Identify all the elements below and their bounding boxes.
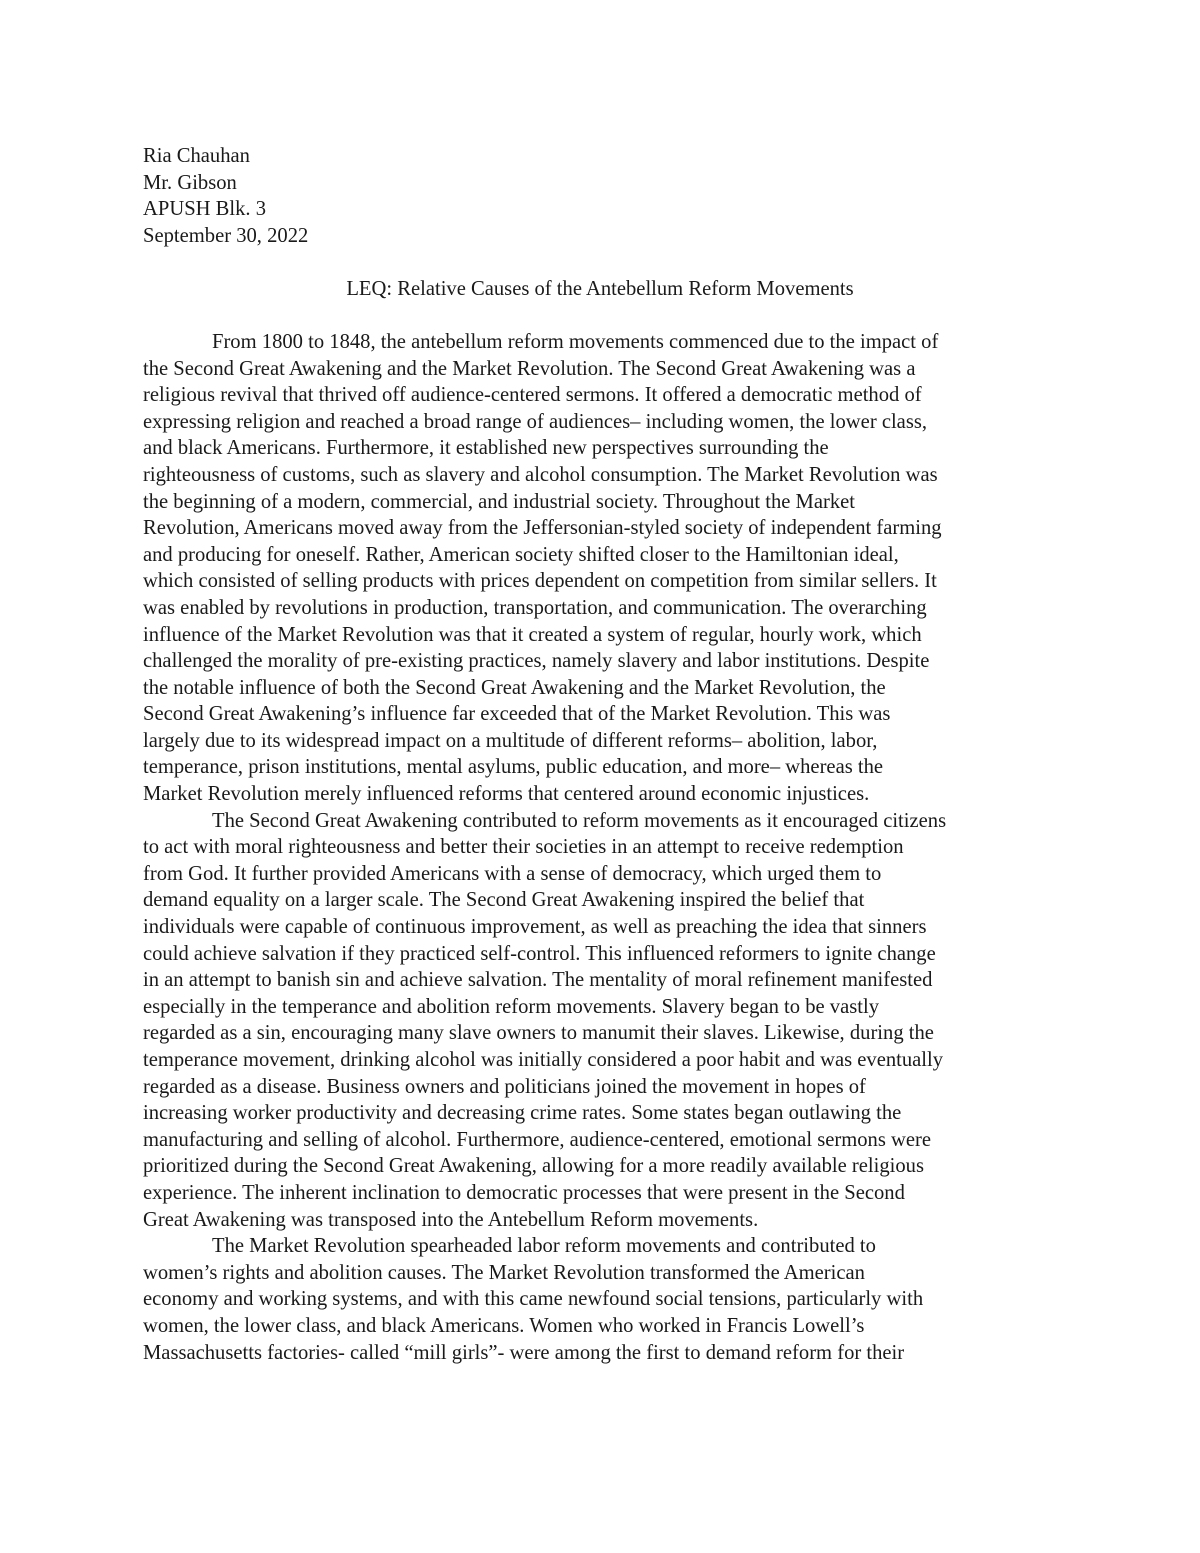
paragraph-line: religious revival that thrived off audience-centered sermons. It offered a democratic method of (143, 384, 922, 407)
paragraph-line: individuals were capable of continuous improvement, as well as preaching the idea that sinners (143, 916, 927, 939)
paragraph-line: challenged the morality of pre-existing practices, namely slavery and labor institutions. Despite (143, 650, 930, 673)
paragraph-line: was enabled by revolutions in production, transportation, and communication. The overarching (143, 596, 927, 619)
paragraph-line: increasing worker productivity and decreasing crime rates. Some states began outlawing the (143, 1102, 902, 1125)
paragraph-line: largely due to its widespread impact on a multitude of different reforms– abolition, labor, (143, 729, 878, 752)
paragraph-line: the Second Great Awakening and the Market Revolution. The Second Great Awakening was a (143, 357, 916, 380)
paragraph-line: economy and working systems, and with this came newfound social tensions, particularly with (143, 1288, 924, 1311)
class-name: APUSH Blk. 3 (143, 198, 267, 221)
paragraph-line: manufacturing and selling of alcohol. Furthermore, audience-centered, emotional sermons were (143, 1128, 931, 1151)
paragraph-line: temperance movement, drinking alcohol was initially considered a poor habit and was eventually (143, 1049, 944, 1071)
paragraph-line: expressing religion and reached a broad range of audiences– including women, the lower class, (143, 410, 928, 433)
paragraph-line: prioritized during the Second Great Awakening, allowing for a more readily available religious (143, 1155, 924, 1178)
paragraph-line: Massachusetts factories- called “mill girls”- were among the first to demand reform for their (143, 1341, 905, 1364)
paragraph-line: in an attempt to banish sin and achieve salvation. The mentality of moral refinement manifested (143, 969, 933, 992)
paragraph-line: women, the lower class, and black Americans. Women who worked in Francis Lowell’s (143, 1314, 865, 1337)
paragraph-line: The Second Great Awakening contributed to reform movements as it encouraged citizens (212, 809, 947, 832)
paragraph-line: regarded as a disease. Business owners and politicians joined the movement in hopes of (143, 1075, 866, 1098)
paragraph-line: The Market Revolution spearheaded labor reform movements and contributed to (212, 1235, 876, 1258)
paragraph-line: Second Great Awakening’s influence far exceeded that of the Market Revolution. This was (143, 703, 891, 726)
paragraph-line: influence of the Market Revolution was that it created a system of regular, hourly work, which (143, 623, 922, 646)
paragraph-line: which consisted of selling products with prices dependent on competition from similar sellers. It (143, 570, 937, 593)
paragraph-line: experience. The inherent inclination to democratic processes that were present in the Second (143, 1181, 905, 1204)
paragraph-line: demand equality on a larger scale. The Second Great Awakening inspired the belief that (143, 889, 865, 912)
paragraph-line: temperance, prison institutions, mental asylums, public education, and more– whereas the (143, 756, 884, 779)
paragraph-line: Market Revolution merely influenced reforms that centered around economic injustices. (143, 783, 870, 806)
paragraph-2 (143, 808, 1057, 1234)
paragraph-line: the notable influence of both the Second Great Awakening and the Market Revolution, the (143, 676, 886, 699)
paragraph-1 (143, 329, 1057, 808)
essay-paragraphs (143, 329, 1057, 1366)
paragraph-line: From 1800 to 1848, the antebellum reform movements commenced due to the impact of (212, 330, 939, 353)
student-name: Ria Chauhan (143, 145, 250, 167)
paragraph-line: to act with moral righteousness and better their societies in an attempt to receive redemption (143, 836, 904, 859)
paragraph-line: from God. It further provided Americans with a sense of democracy, which urged them to (143, 862, 882, 885)
paragraph-line: especially in the temperance and abolition reform movements. Slavery began to be vastly (143, 995, 879, 1018)
essay-title: LEQ: Relative Causes of the Antebellum Reform Movements (346, 278, 854, 301)
paragraph-line: and black Americans. Furthermore, it established new perspectives surrounding the (143, 437, 829, 460)
paragraph-line: regarded as a sin, encouraging many slave owners to manumit their slaves. Likewise, during the (143, 1022, 934, 1045)
teacher-name: Mr. Gibson (143, 171, 237, 194)
essay-body (143, 143, 1057, 1366)
paragraph-line: righteousness of customs, such as slavery and alcohol consumption. The Market Revolution was (143, 463, 938, 486)
paragraph-line: could achieve salvation if they practiced self-control. This influenced reformers to ignite change (143, 942, 936, 965)
paragraph-3 (143, 1233, 1057, 1366)
paragraph-line: the beginning of a modern, commercial, and industrial society. Throughout the Market (143, 490, 856, 513)
paragraph-line: Great Awakening was transposed into the Antebellum Reform movements. (143, 1208, 759, 1231)
essay-date: September 30, 2022 (143, 224, 309, 247)
paragraph-line: and producing for oneself. Rather, American society shifted closer to the Hamiltonian ideal, (143, 543, 899, 566)
paragraph-line: women’s rights and abolition causes. The Market Revolution transformed the American (143, 1261, 865, 1284)
paragraph-line: Revolution, Americans moved away from the Jeffersonian-styled society of independent farming (143, 517, 942, 540)
